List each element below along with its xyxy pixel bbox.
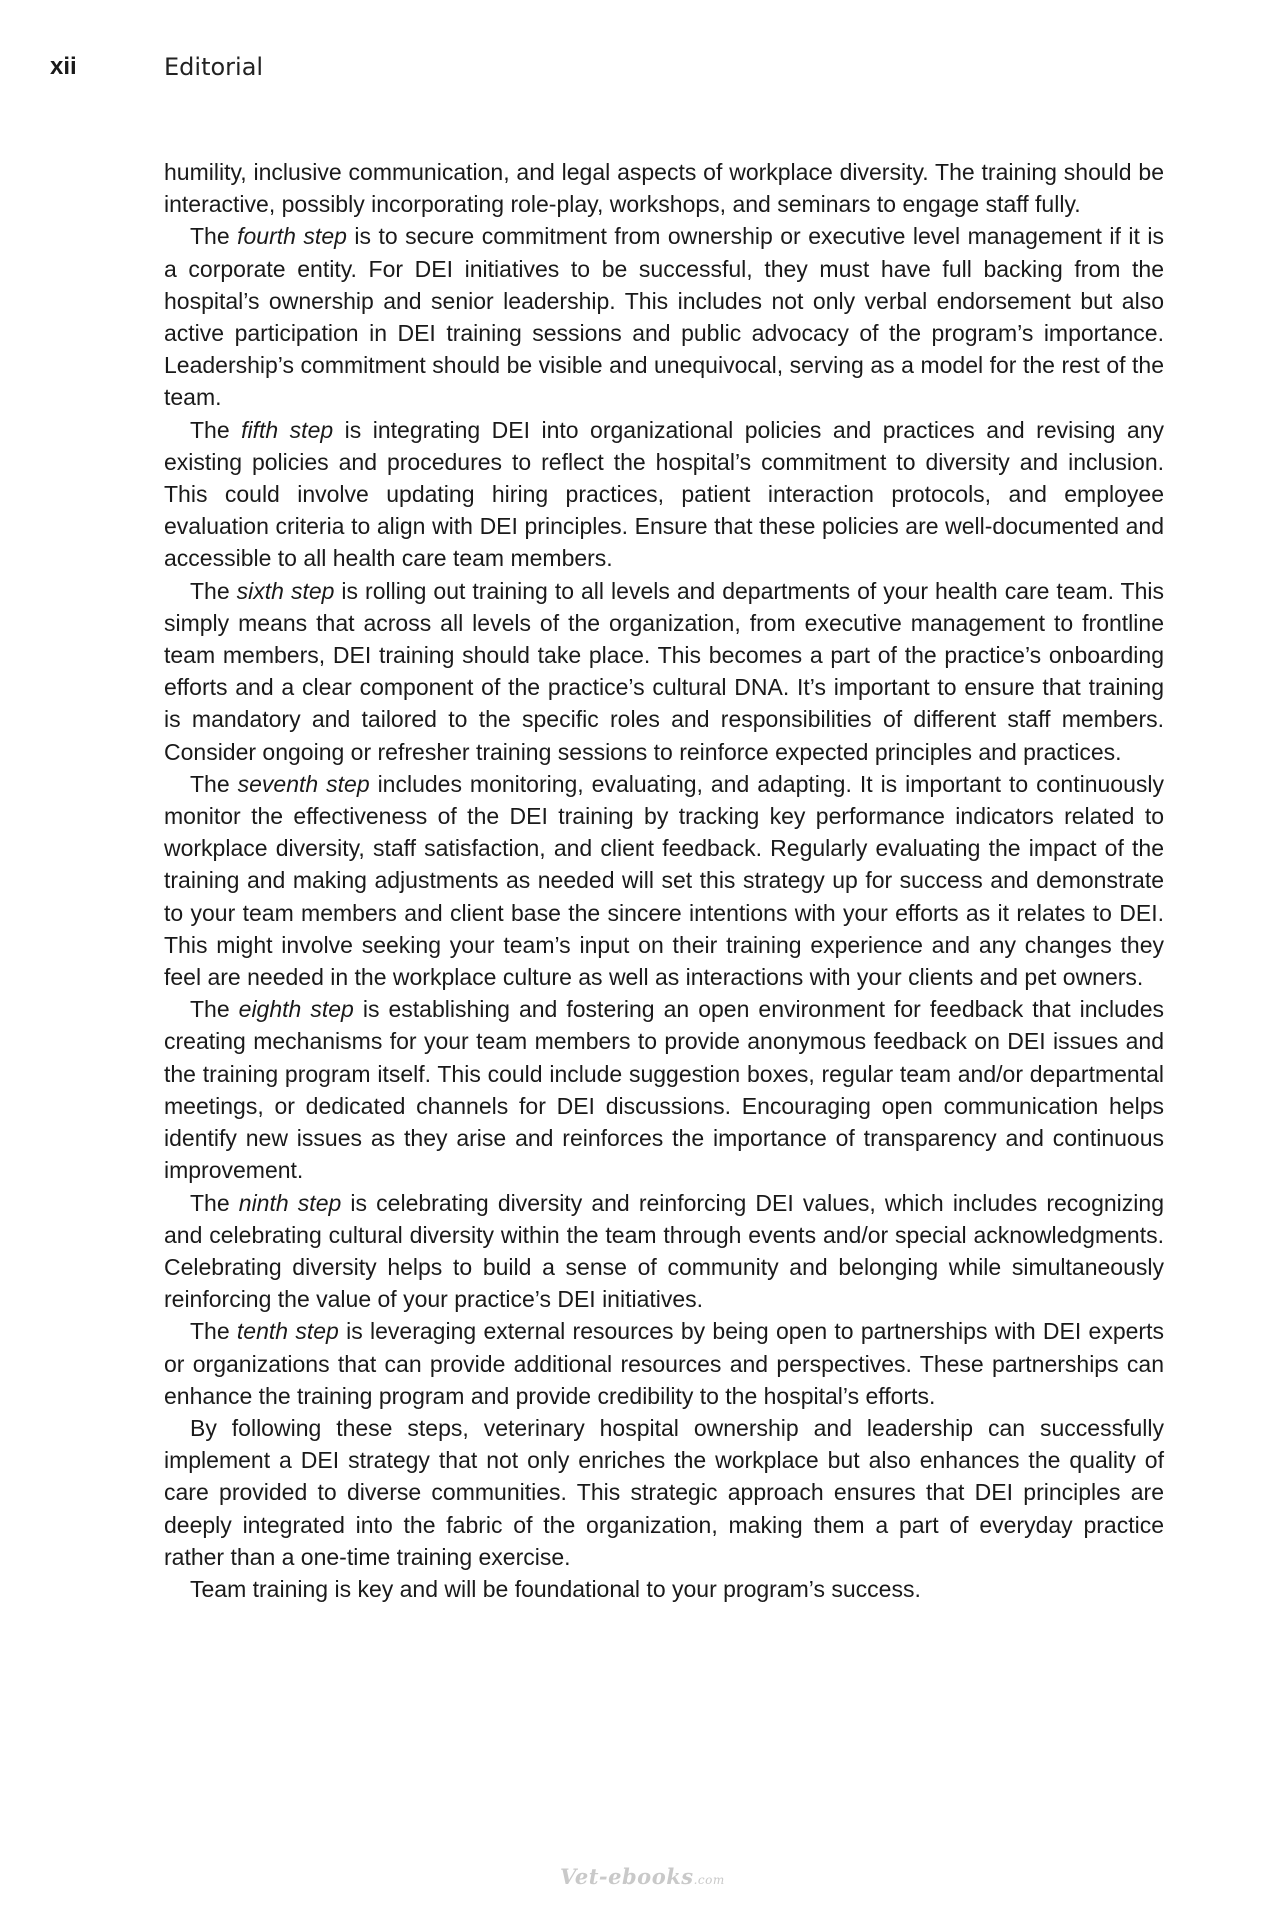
step-label: sixth step bbox=[236, 577, 335, 604]
paragraph-ninth-step: The ninth step is celebrating diversity and reinforcing DEI values, which includes recognizing and celebrating cultural diversity within the team through events and/or special acknowledgments. Celebrating diversity helps to build a sense of community and belonging while simultaneously reinforcing the value of your practice’s DEI initiatives. bbox=[164, 1189, 1164, 1313]
watermark-logo: Vet-ebooks.com bbox=[560, 1864, 725, 1889]
step-label: eighth step bbox=[238, 996, 354, 1023]
paragraph-fifth-step: The fifth step is integrating DEI into organizational policies and practices and revising any existing policies and procedures to reflect the hospital’s commitment to diversity and inclusion. This could involve updating hiring practices, patient interaction protocols, and employee evaluation criteria to align with DEI principles. Ensure that these policies are well-documented and accessible to all health care team members. bbox=[164, 416, 1164, 572]
step-label: ninth step bbox=[238, 1189, 342, 1216]
paragraph-fourth-step: The fourth step is to secure commitment from ownership or executive level management if it is a corporate entity. For DEI initiatives to be successful, they must have full backing from the hospital’s ownership and senior leadership. This includes not only verbal endorsement but also active participation in DEI training sessions and public advocacy of the program’s importance. Leadership’s commitment should be visible and unequivocal, serving as a model for the rest of the team. bbox=[164, 223, 1164, 411]
running-title: Editorial bbox=[164, 53, 264, 81]
paragraph-eighth-step: The eighth step is establishing and fostering an open environment for feedback that includes creating mechanisms for your team members to provide anonymous feedback on DEI issues and the training program itself. This could include suggestion boxes, regular team and/or departmental meetings, or dedicated channels for DEI discussions. Encouraging open communication helps identify new issues as they arise and reinforces the importance of transparency and continuous improvement. bbox=[164, 996, 1164, 1184]
page-number: xii bbox=[50, 53, 77, 80]
paragraph-closing: Team training is key and will be foundational to your program’s success. bbox=[190, 1575, 921, 1602]
body-text bbox=[164, 156, 1164, 1605]
paragraph-continued: humility, inclusive communication, and legal aspects of workplace diversity. The training should be interactive, possibly incorporating role-play, workshops, and seminars to engage staff fully. bbox=[164, 159, 1164, 218]
paragraph-sixth-step: The sixth step is rolling out training to all levels and departments of your health care team. This simply means that across all levels of the organization, from executive management to frontline team members, DEI training should take place. This becomes a part of the practice’s onboarding efforts and a clear component of the practice’s cultural DNA. It’s important to ensure that training is mandatory and tailored to the specific roles and responsibilities of different staff members. Consider ongoing or refresher training sessions to reinforce expected principles and practices. bbox=[164, 577, 1164, 765]
step-label: seventh step bbox=[237, 770, 370, 797]
running-head bbox=[50, 50, 1150, 90]
paragraph-summary: By following these steps, veterinary hospital ownership and leadership can successfully implement a DEI strategy that not only enriches the workplace but also enhances the quality of care provided to diverse communities. This strategic approach ensures that DEI principles are deeply integrated into the fabric of the organization, making them a part of everyday practice rather than a one-time training exercise. bbox=[164, 1414, 1164, 1570]
step-label: fourth step bbox=[237, 223, 347, 250]
paragraph-seventh-step: The seventh step includes monitoring, evaluating, and adapting. It is important to continuously monitor the effectiveness of the DEI training by tracking key performance indicators related to workplace diversity, staff satisfaction, and client feedback. Regularly evaluating the impact of the training and making adjustments as needed will set this strategy up for success and demonstrate to your team members and client base the sincere intentions with your efforts as it relates to DEI. This might involve seeking your team’s input on their training experience and any changes they feel are needed in the workplace culture as well as interactions with your clients and pet owners. bbox=[164, 770, 1164, 991]
step-label: fifth step bbox=[241, 416, 334, 443]
step-label: tenth step bbox=[236, 1318, 339, 1345]
paragraph-tenth-step: The tenth step is leveraging external resources by being open to partnerships with DEI experts or organizations that can provide additional resources and perspectives. These partnerships can enhance the training program and provide credibility to the hospital’s efforts. bbox=[164, 1318, 1164, 1409]
